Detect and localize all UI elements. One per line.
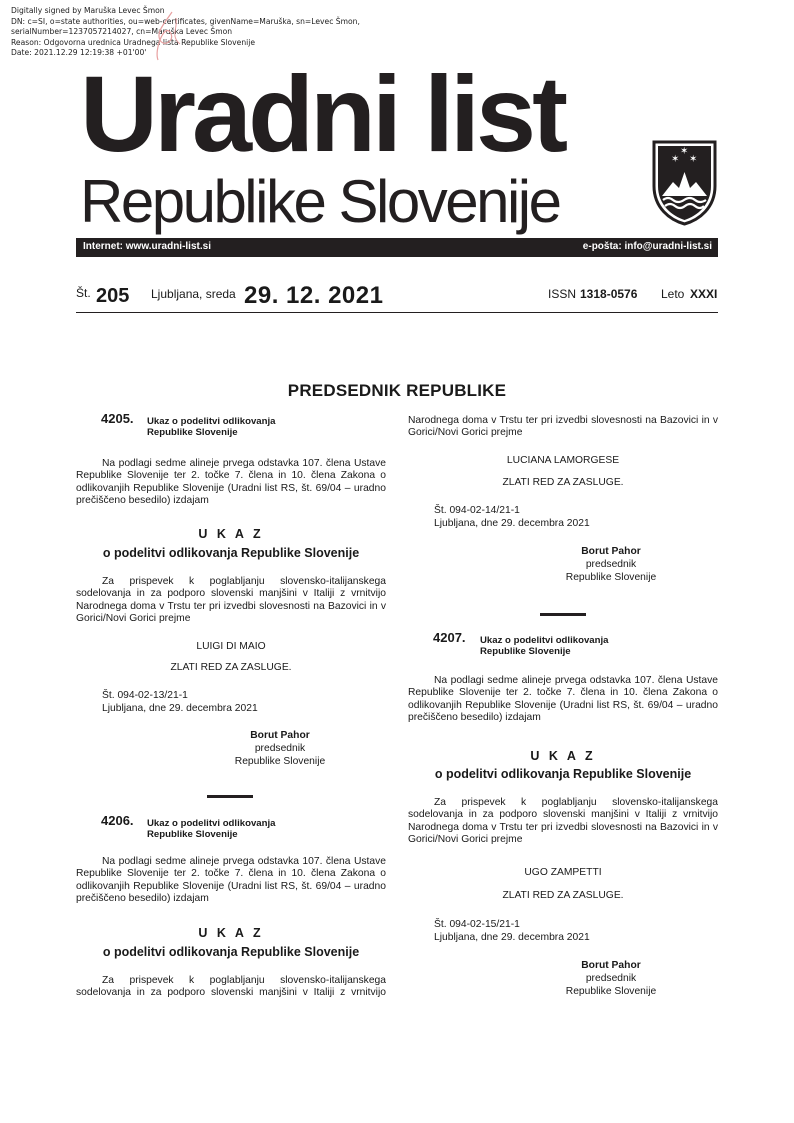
coat-of-arms-icon	[651, 138, 718, 226]
issn-label: ISSN	[548, 287, 577, 301]
act-number: 4207.	[433, 630, 466, 645]
signature-line: DN: c=SI, o=state authorities, ou=web-certificates, givenName=Maruška, sn=Levec Šmon,	[11, 16, 360, 26]
signature-line: Date: 2021.12.29 12:19:38 +01'00'	[11, 48, 147, 58]
signer-name: Borut Pahor	[250, 730, 310, 741]
signer-role: predsednik	[254, 743, 306, 754]
svg-text:✶: ✶	[689, 154, 698, 165]
signature-line: Reason: Odgovorna urednica Uradnega lista Republike Slovenije	[11, 37, 256, 47]
act-reference: Št. 094-02-14/21-1	[434, 505, 520, 516]
signature-line: serialNumber=1237057214027, cn=Maruška Levec Šmon	[11, 27, 233, 37]
leto-label: Leto	[661, 287, 685, 301]
email-link[interactable]: e-pošta: info@uradni-list.si	[582, 241, 712, 252]
issue-date: 29. 12. 2021	[244, 282, 384, 309]
ukaz-title: U K A Z	[530, 749, 596, 763]
issue-line	[76, 284, 718, 313]
recipient-name: LUCIANA LAMORGESE	[506, 455, 620, 466]
act-body-continued: Narodnega doma v Trstu ter pri izvedbi slovesnosti na Bazovici in v Gorici/Novi Gorici prejme	[408, 415, 718, 439]
svg-text:✶: ✶	[680, 146, 689, 157]
recipient-name: UGO ZAMPETTI	[524, 867, 602, 878]
signer-organization: Republike Slovenije	[565, 986, 657, 997]
separator-rule	[207, 795, 253, 798]
award-name: ZLATI RED ZA ZASLUGE.	[170, 662, 292, 673]
act-intro: Na podlagi sedme alineje prvega odstavka 107. člena Ustave Republike Slovenije ter 2. točke 7. člena in 10. člena Zakona o odlikovanjih Republike Slovenije (Uradni list RS, št. 69/04 – uradno prečiščeno besedilo) izdajam	[76, 458, 386, 507]
issue-place-day: Ljubljana, sreda	[151, 287, 236, 301]
act-number: 4206.	[101, 813, 134, 828]
separator-rule	[540, 613, 586, 616]
award-name: ZLATI RED ZA ZASLUGE.	[502, 477, 624, 488]
signer-role: predsednik	[585, 973, 637, 984]
issue-st-label: Št.	[76, 286, 91, 300]
svg-text:✶: ✶	[671, 154, 680, 165]
act-heading: Ukaz o podelitvi odlikovanja Republike Slovenije	[147, 818, 276, 840]
act-intro: Na podlagi sedme alineje prvega odstavka 107. člena Ustave Republike Slovenije ter 2. točke 7. člena in 10. člena Zakona o odlikovanjih Republike Slovenije (Uradni list RS, št. 69/04 – uradno prečiščeno besedilo) izdajam	[408, 675, 718, 724]
masthead-title: Uradni list	[80, 53, 565, 174]
act-reference: Št. 094-02-13/21-1	[102, 690, 188, 701]
act-heading: Ukaz o podelitvi odlikovanja Republike Slovenije	[480, 635, 609, 657]
ukaz-subtitle: o podelitvi odlikovanja Republike Slovenije	[102, 546, 360, 560]
act-body: Za prispevek k poglabljanju slovensko-italijanskega sodelovanja in za podporo slovenski manjšini v Italiji z vrnitvijo Narodnega doma v Trstu ter pri izvedbi slovesnosti na Bazovici in v Gorici/Novi Gorici prejme	[408, 797, 718, 846]
act-place-date: Ljubljana, dne 29. decembra 2021	[102, 703, 258, 714]
ukaz-subtitle: o podelitvi odlikovanja Republike Slovenije	[434, 767, 692, 781]
ukaz-subtitle: o podelitvi odlikovanja Republike Slovenije	[102, 945, 360, 959]
signer-name: Borut Pahor	[581, 960, 641, 971]
act-place-date: Ljubljana, dne 29. decembra 2021	[434, 932, 590, 943]
masthead-subtitle: Republike Slovenije	[80, 168, 560, 235]
signer-organization: Republike Slovenije	[565, 572, 657, 583]
recipient-name: LUIGI DI MAIO	[196, 641, 266, 652]
leto-value: XXXI	[690, 287, 718, 301]
ukaz-title: U K A Z	[198, 926, 264, 940]
act-body-start: Za prispevek k poglabljanju slovensko-italijanskega sodelovanja in za podporo slovenski manjšini v Italiji z vrnitvijo	[76, 975, 386, 999]
signer-name: Borut Pahor	[581, 546, 641, 557]
act-place-date: Ljubljana, dne 29. decembra 2021	[434, 518, 590, 529]
act-intro: Na podlagi sedme alineje prvega odstavka 107. člena Ustave Republike Slovenije ter 2. točke 7. člena in 10. člena Zakona o odlikovanjih Republike Slovenije (Uradni list RS, št. 69/04 – uradno prečiščeno besedilo) izdajam	[76, 856, 386, 905]
signature-line: Digitally signed by Maruška Levec Šmon	[11, 6, 165, 15]
act-heading: Ukaz o podelitvi odlikovanja Republike Slovenije	[147, 416, 276, 438]
masthead-contact-band	[76, 238, 718, 257]
internet-link[interactable]: Internet: www.uradni-list.si	[83, 241, 211, 252]
signer-organization: Republike Slovenije	[234, 756, 326, 767]
issue-number: 205	[96, 285, 130, 307]
act-reference: Št. 094-02-15/21-1	[434, 919, 520, 930]
section-title: PREDSEDNIK REPUBLIKE	[287, 381, 507, 400]
signer-role: predsednik	[585, 559, 637, 570]
ukaz-title: U K A Z	[198, 527, 264, 541]
award-name: ZLATI RED ZA ZASLUGE.	[502, 890, 624, 901]
act-body: Za prispevek k poglabljanju slovensko-italijanskega sodelovanja in za podporo slovenski manjšini v Italiji z vrnitvijo Narodnega doma v Trstu ter pri izvedbi slovesnosti na Bazovici in v Gorici/Novi Gorici prejme	[76, 576, 386, 625]
issn-number: 1318-0576	[580, 287, 638, 301]
act-number: 4205.	[101, 411, 134, 426]
